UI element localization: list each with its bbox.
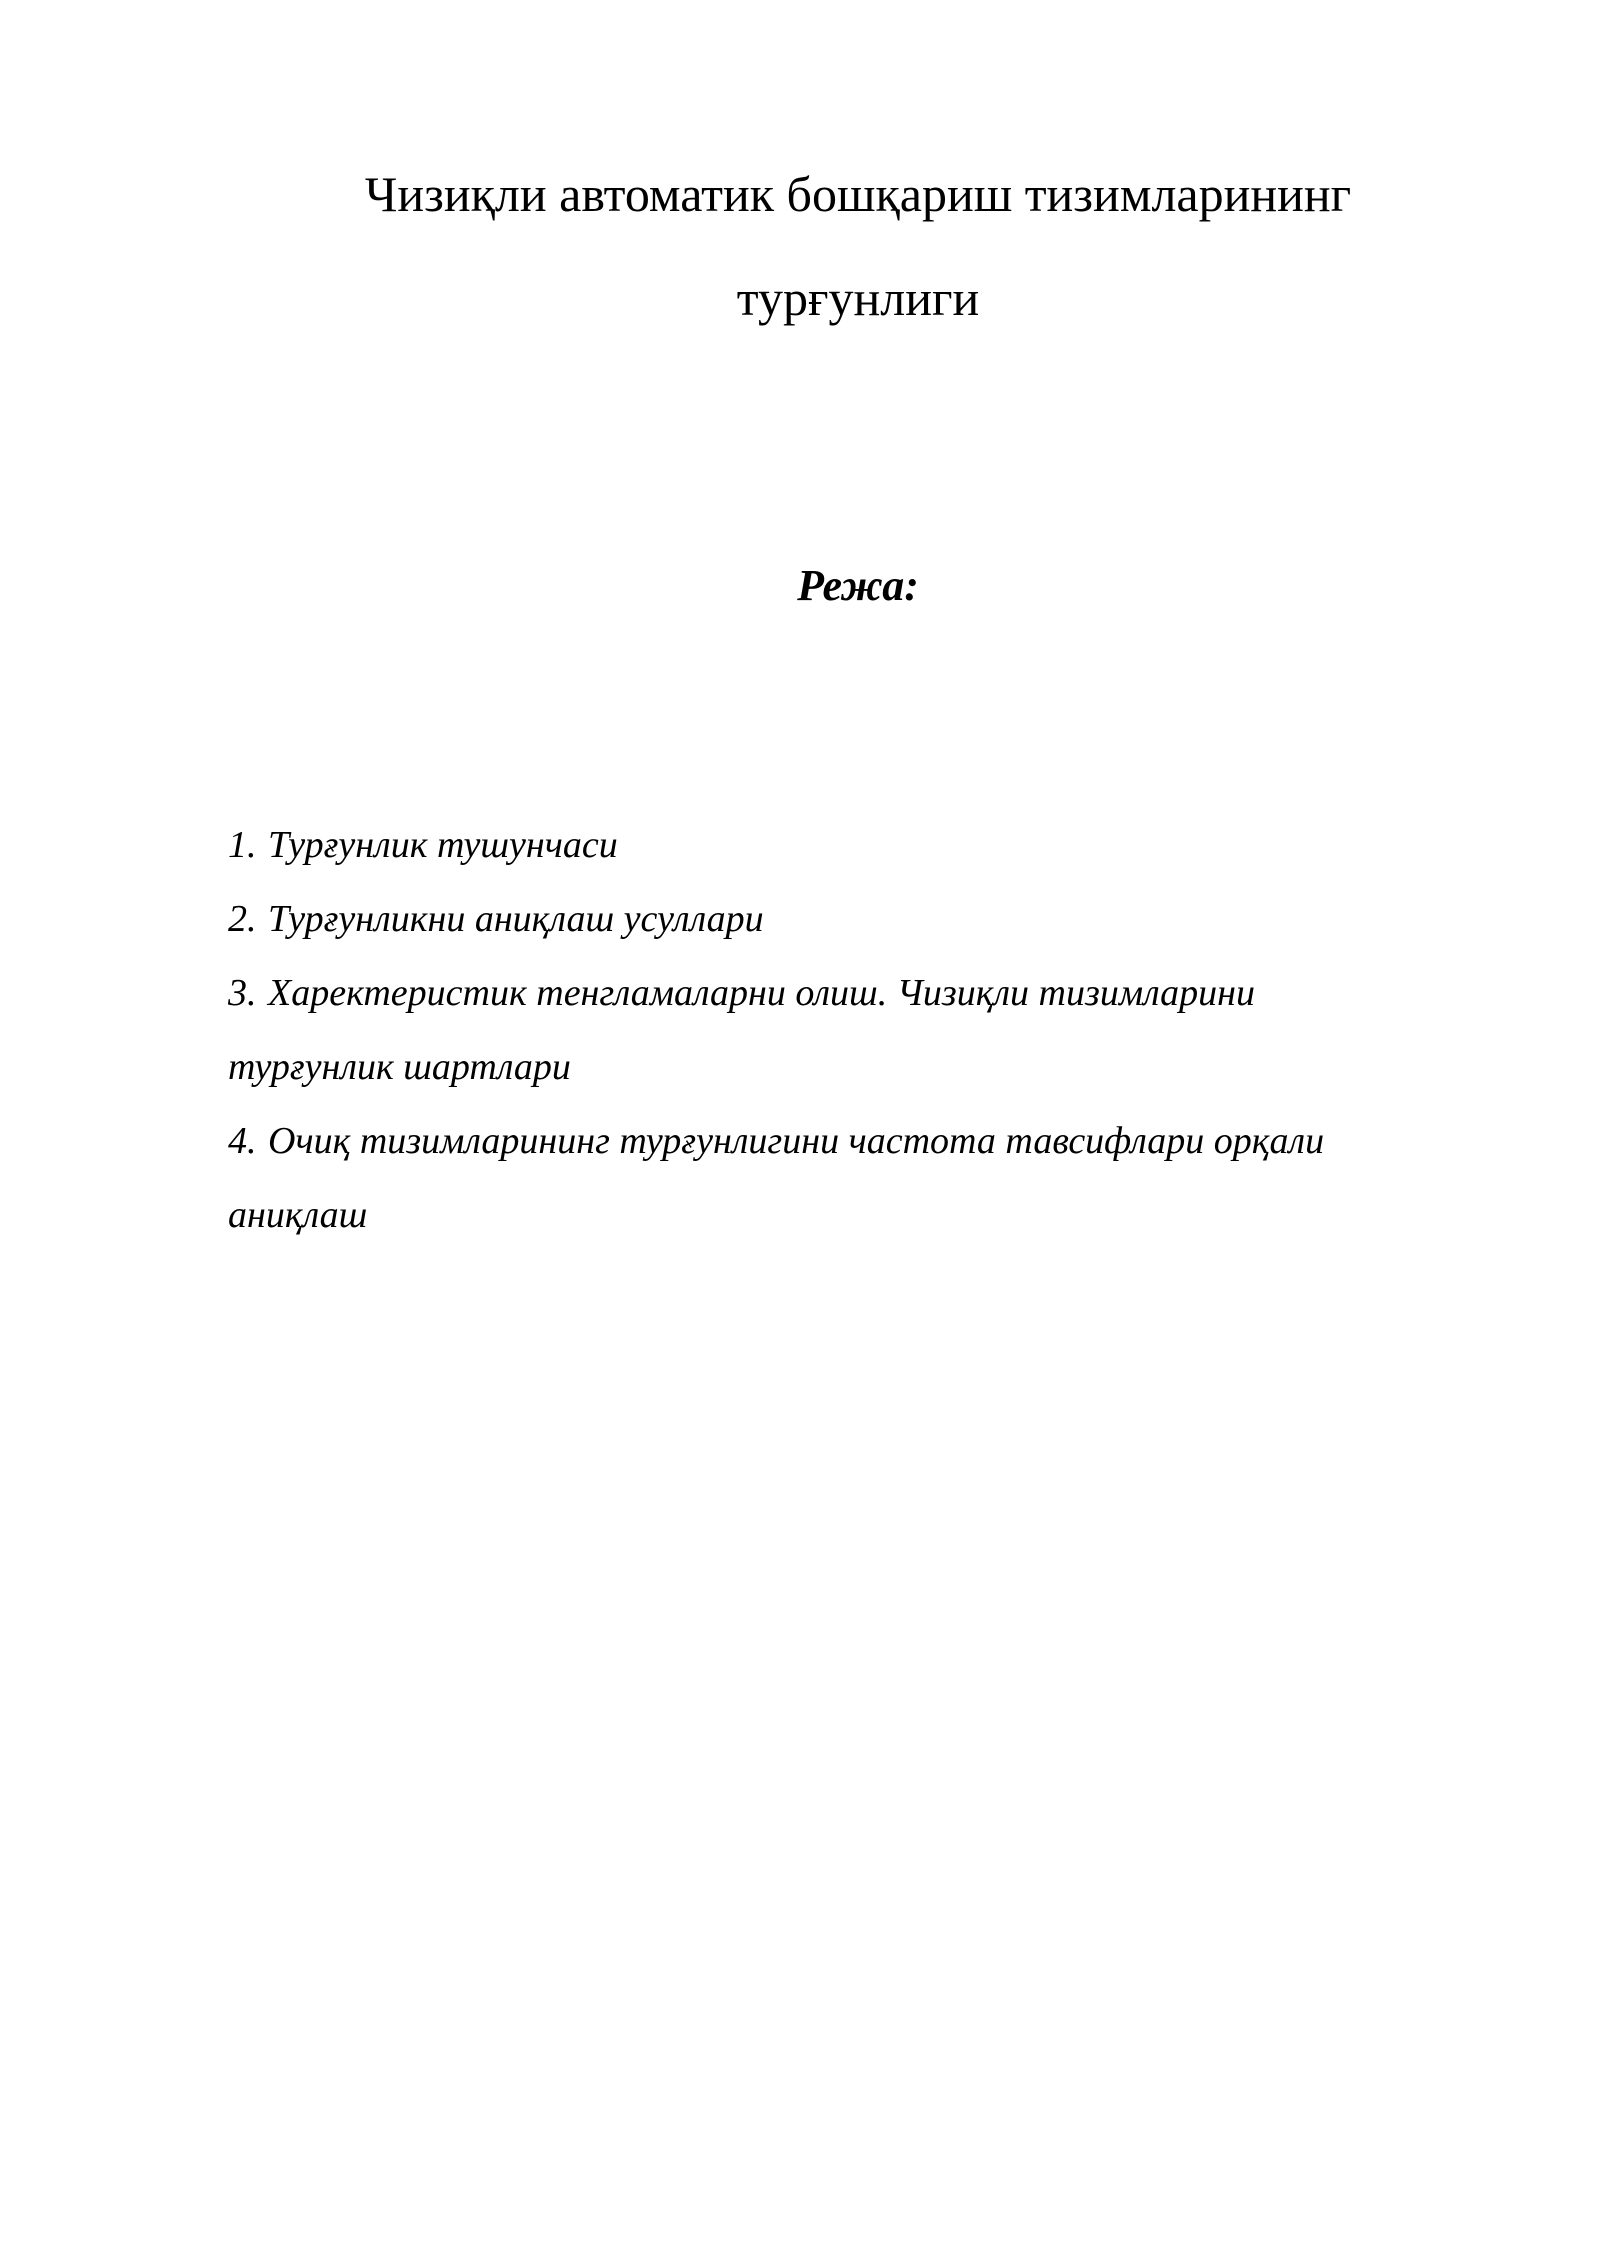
plan-item-text: Харектеристик тенгламаларни олиш. Чизиқли тизимларини bbox=[268, 972, 1255, 1014]
plan-item-continuation bbox=[228, 1030, 1488, 1104]
document-title bbox=[228, 142, 1488, 350]
plan-item bbox=[228, 1104, 1488, 1178]
document-title-line-1: Чизиқли автоматик бошқариш тизимларининг bbox=[364, 166, 1352, 222]
plan-item-continuation bbox=[228, 1178, 1488, 1252]
plan-item bbox=[228, 882, 1488, 956]
plan-item-text: Очиқ тизимларининг турғунлигини частота тавсифлари орқали bbox=[268, 1120, 1325, 1162]
plan-item-continuation-text: аниқлаш bbox=[228, 1194, 368, 1236]
plan-heading: Режа: bbox=[797, 561, 919, 610]
document-title-line-2: турғунлиги bbox=[736, 270, 980, 326]
plan-item-number: 4. bbox=[228, 1120, 257, 1162]
plan-item-number: 3. bbox=[228, 972, 257, 1014]
plan-item-continuation-text: турғунлик шартлари bbox=[228, 1046, 571, 1088]
plan-item-text: Турғунлик тушунчаси bbox=[268, 824, 618, 866]
plan-item bbox=[228, 808, 1488, 882]
plan-item-text: Турғунликни аниқлаш усуллари bbox=[268, 898, 764, 940]
plan-list bbox=[228, 808, 1488, 1252]
plan-item bbox=[228, 956, 1488, 1030]
plan-item-number: 1. bbox=[228, 824, 257, 866]
plan-item-number: 2. bbox=[228, 898, 257, 940]
